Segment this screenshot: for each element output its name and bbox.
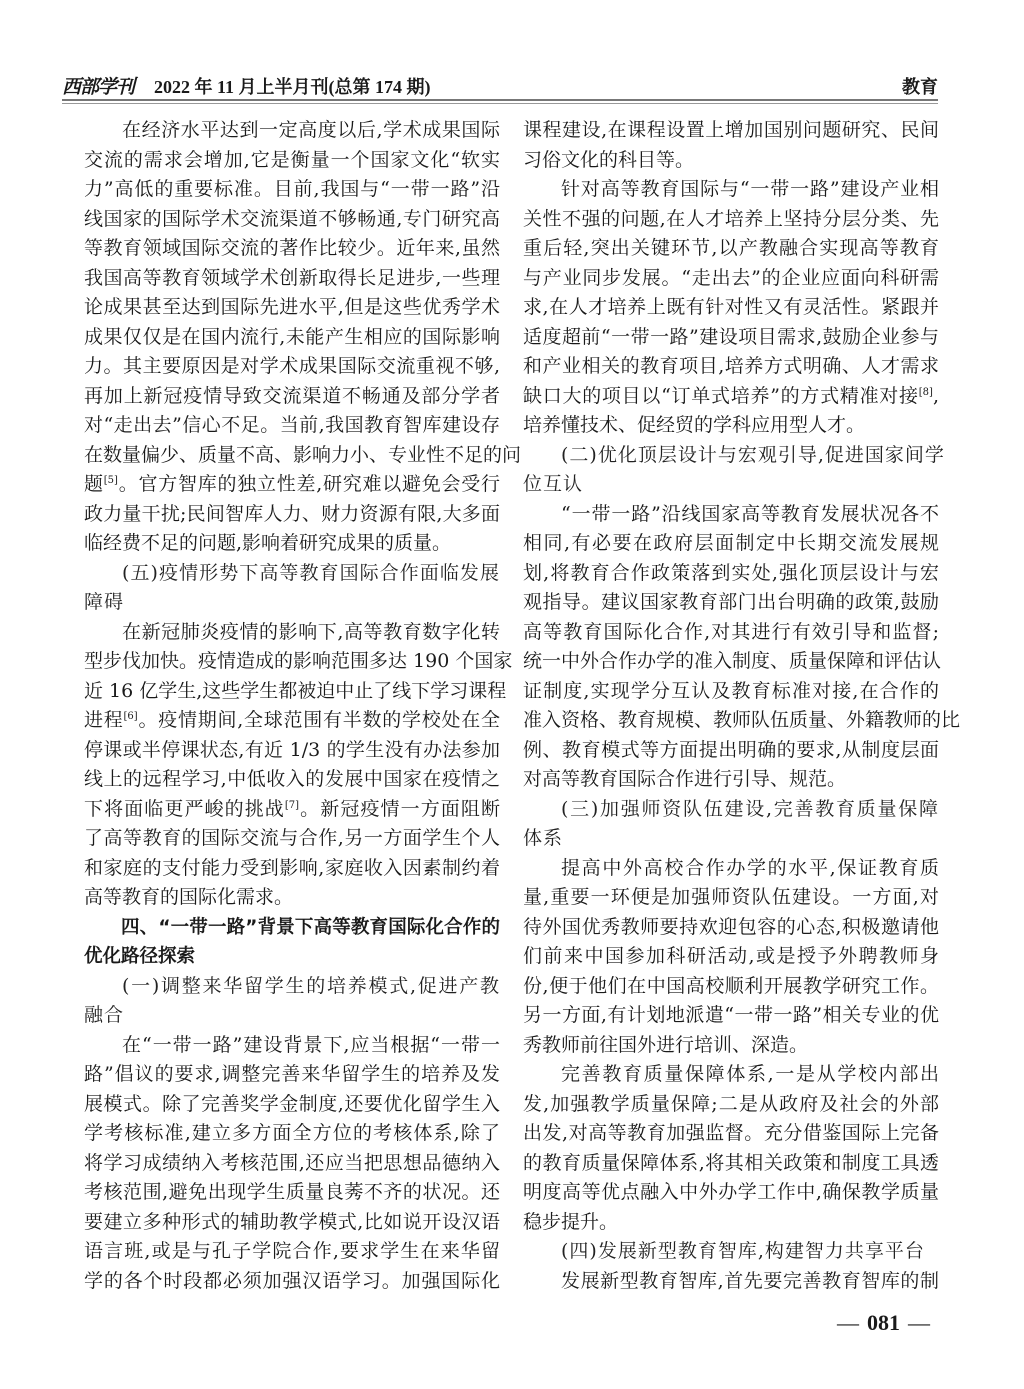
text-line: 政力量干扰;民间智库人力、财力资源有限,大多面 [84, 502, 500, 525]
text-line: “一带一路”沿线国家高等教育发展状况各不 [561, 502, 939, 525]
citation-ref: [5] [103, 475, 118, 486]
text-line: 准入资格、教育规模、教师队伍质量、外籍教师的比 [523, 709, 961, 731]
text-line: 我国高等教育领域学术创新取得长足进步,一些理 [84, 266, 500, 289]
text-line: 学的各个时段都必须加强汉语学习。加强国际化 [84, 1269, 500, 1292]
text-line: 对高等教育国际合作进行引导、规范。 [523, 768, 847, 790]
citation-ref: [7] [284, 799, 300, 811]
right-column [523, 116, 961, 1296]
text-line: 们前来中国参加科研活动,或是授予外聘教师身 [523, 945, 939, 967]
text-line: 统一中外合作办学的准入制度、质量保障和评估认 [523, 650, 942, 672]
text-line: 在“一带一路”建设背景下,应当根据“一带一 [122, 1033, 500, 1056]
text-line: 课程建设,在课程设置上增加国别问题研究、民间 [523, 119, 939, 141]
header-rule [62, 99, 938, 101]
paragraph [523, 175, 939, 441]
text-line: 提高中外高校合作办学的水平,保证教育质 [561, 856, 939, 879]
text-line: 培养懂技术、促经贸的学科应用型人才。 [523, 414, 866, 436]
text-line: 例、教育模式等方面提出明确的要求,从制度层面 [523, 738, 939, 761]
section-label: 教育 [902, 77, 938, 98]
text-line: 语言班,或是与孔子学院合作,要求学生在来华留 [84, 1240, 500, 1262]
text-line: 下将面临更严峻的挑战[7]。新冠疫情一方面阻断 [84, 797, 500, 820]
subsection-heading [84, 972, 500, 1031]
paragraph [84, 1031, 500, 1297]
paragraph [523, 1267, 939, 1297]
dash: — [908, 1310, 930, 1335]
text-line: 观指导。建议国家教育部门出台明确的政策,鼓励 [523, 591, 939, 613]
text-line: 关性不强的问题,在人才培养上坚持分层分类、先 [523, 207, 939, 230]
text-line: (二)优化顶层设计与宏观引导,促进国家间学 [561, 443, 945, 466]
citation-ref: [8] [918, 386, 933, 398]
text-line: 力。其主要原因是对学术成果国际交流重视不够, [84, 355, 500, 377]
subsection-heading [523, 1237, 939, 1267]
text-line: 份,便于他们在中国高校顺利开展教学研究工作。 [523, 974, 939, 997]
text-line: 路”倡议的要求,调整完善来华留学生的培养及发 [84, 1063, 500, 1085]
text-line: 完善教育质量保障体系,一是从学校内部出 [561, 1063, 939, 1085]
section-heading [84, 913, 500, 972]
subsection-heading [523, 795, 939, 854]
text-line: 在新冠肺炎疫情的影响下,高等教育数字化转 [122, 620, 500, 643]
page-number-text: 081 [867, 1310, 900, 1335]
dash: — [837, 1310, 859, 1335]
text-line: 待外国优秀教师要持欢迎包容的心态,积极邀请他 [523, 915, 939, 938]
running-header [62, 70, 938, 100]
text-line: 了高等教育的国际交流与合作,另一方面学生个人 [84, 827, 500, 849]
text-line: 的教育质量保障体系,将其相关政策和制度工具透 [523, 1151, 939, 1174]
text-line: 对“走出去”信心不足。当前,我国教育智库建设存 [84, 414, 500, 436]
text-line: 发展新型教育智库,首先要完善教育智库的制 [561, 1269, 939, 1292]
text-line: 发,加强教学质量保障;二是从政府及社会的外部 [523, 1092, 939, 1115]
text-line: 另一方面,有计划地派遣“一带一路”相关专业的优 [523, 1004, 939, 1026]
text-line: 展模式。除了完善奖学金制度,还要优化留学生入 [84, 1092, 500, 1115]
text-line: 要建立多种形式的辅助教学模式,比如说开设汉语 [84, 1210, 500, 1233]
text-line: 出发,对高等教育加强监督。充分借鉴国际上完备 [523, 1122, 939, 1144]
text-line: 和产业相关的教育项目,培养方式明确、人才需求 [523, 355, 939, 377]
text-line: 体系 [523, 827, 564, 849]
text-line: 位互认 [523, 473, 584, 495]
text-line: 求,在人才培养上既有针对性又有灵活性。紧跟并 [523, 296, 939, 318]
text-line: (四)发展新型教育智库,构建智力共享平台 [561, 1240, 925, 1262]
text-line: 进程[6]。疫情期间,全球范围有半数的学校处在全 [84, 709, 500, 731]
text-line: 针对高等教育国际与“一带一路”建设产业相 [561, 178, 939, 200]
paragraph [523, 500, 961, 795]
text-line: 近 16 亿学生,这些学生都被迫中止了线下学习课程 [84, 679, 507, 702]
text-line: 融合 [84, 1004, 125, 1026]
text-line: 题[5]。官方智库的独立性差,研究难以避免会受行 [84, 473, 500, 495]
text-line: 线国家的国际学术交流渠道不够畅通,专门研究高 [84, 207, 500, 230]
text-line: 停课或半停课状态,有近 1/3 的学生没有办法参加 [84, 738, 500, 761]
text-line: 明度高等优点融入中外办学工作中,确保教学质量 [523, 1181, 939, 1203]
text-line: 临经费不足的问题,影响着研究成果的质量。 [84, 532, 452, 554]
subsection-heading [84, 559, 500, 618]
text-line: 再加上新冠疫情导致交流渠道不畅通及部分学者 [84, 384, 500, 407]
text-line: 稳步提升。 [523, 1210, 619, 1233]
journal-logo: 西部学刊 [62, 76, 135, 98]
text-line: 与产业同步发展。“走出去”的企业应面向科研需 [523, 266, 939, 289]
issue-info: 2022 年 11 月上半月刊(总第 174 期) [154, 77, 431, 97]
text-line: 适度超前“一带一路”建设项目需求,鼓励企业参与 [523, 325, 939, 348]
text-line: 证制度,实现学分互认及教育标准对接,在合作的 [523, 679, 939, 702]
text-line: 重后轻,突出关键环节,以产教融合实现高等教育 [523, 237, 939, 259]
text-line: 相同,有必要在政府层面制定中长期交流发展规 [523, 532, 939, 554]
text-line: 优化路径探索 [84, 946, 196, 967]
text-line: 将学习成绩纳入考核范围,还应当把思想品德纳入 [84, 1151, 500, 1174]
paragraph [523, 1060, 939, 1237]
text-line: 障碍 [84, 591, 125, 613]
text-line: 在数量偏少、质量不高、影响力小、专业性不足的问 [84, 443, 522, 466]
text-line: 考核范围,避免出现学生质量良莠不齐的状况。还 [84, 1181, 500, 1203]
paragraph [523, 116, 939, 175]
left-column [84, 116, 522, 1296]
text-line: 和家庭的支付能力受到影响,家庭收入因素制约着 [84, 856, 500, 879]
text-line: 交流的需求会增加,它是衡量一个国家文化“软实 [84, 148, 500, 171]
text-line: 秀教师前往国外进行培训、深造。 [523, 1033, 809, 1056]
text-line: 在经济水平达到一定高度以后,学术成果国际 [122, 119, 500, 141]
text-line: 线上的远程学习,中低收入的发展中国家在疫情之 [84, 768, 500, 790]
text-line: 高等教育的国际化需求。 [84, 886, 294, 908]
text-line: 高等教育国际化合作,对其进行有效引导和监督; [523, 620, 939, 643]
text-line: 四、“一带一路”背景下高等教育国际化合作的 [121, 916, 500, 938]
text-line: 量,重要一环便是加强师资队伍建设。一方面,对 [523, 886, 939, 908]
text-line: (五)疫情形势下高等教育国际合作面临发展 [122, 561, 500, 584]
text-line: (三)加强师资队伍建设,完善教育质量保障 [561, 797, 939, 820]
paragraph [84, 116, 522, 559]
paragraph [84, 618, 513, 913]
text-line: 力”高低的重要标准。目前,我国与“一带一路”沿 [84, 178, 500, 200]
page-number [829, 1310, 938, 1336]
text-line: (一)调整来华留学生的培养模式,促进产教 [122, 974, 500, 997]
text-line: 论成果甚至达到国际先进水平,但是这些优秀学术 [84, 296, 500, 318]
text-line: 习俗文化的科目等。 [523, 148, 695, 171]
citation-ref: [6] [123, 711, 138, 722]
subsection-heading [523, 441, 945, 500]
paragraph [523, 854, 939, 1061]
text-line: 成果仅仅是在国内流行,未能产生相应的国际影响 [84, 325, 500, 348]
text-line: 划,将教育合作政策落到实处,强化顶层设计与宏 [523, 561, 939, 584]
text-line: 缺口大的项目以“订单式培养”的方式精准对接[8], [523, 384, 939, 407]
header-rule-thin [62, 103, 938, 104]
text-line: 学考核标准,建立多方面全方位的考核体系,除了 [84, 1122, 500, 1144]
text-line: 等教育领域国际交流的著作比较少。近年来,虽然 [84, 237, 500, 259]
text-line: 型步伐加快。疫情造成的影响范围多达 190 个国家 [84, 650, 513, 672]
